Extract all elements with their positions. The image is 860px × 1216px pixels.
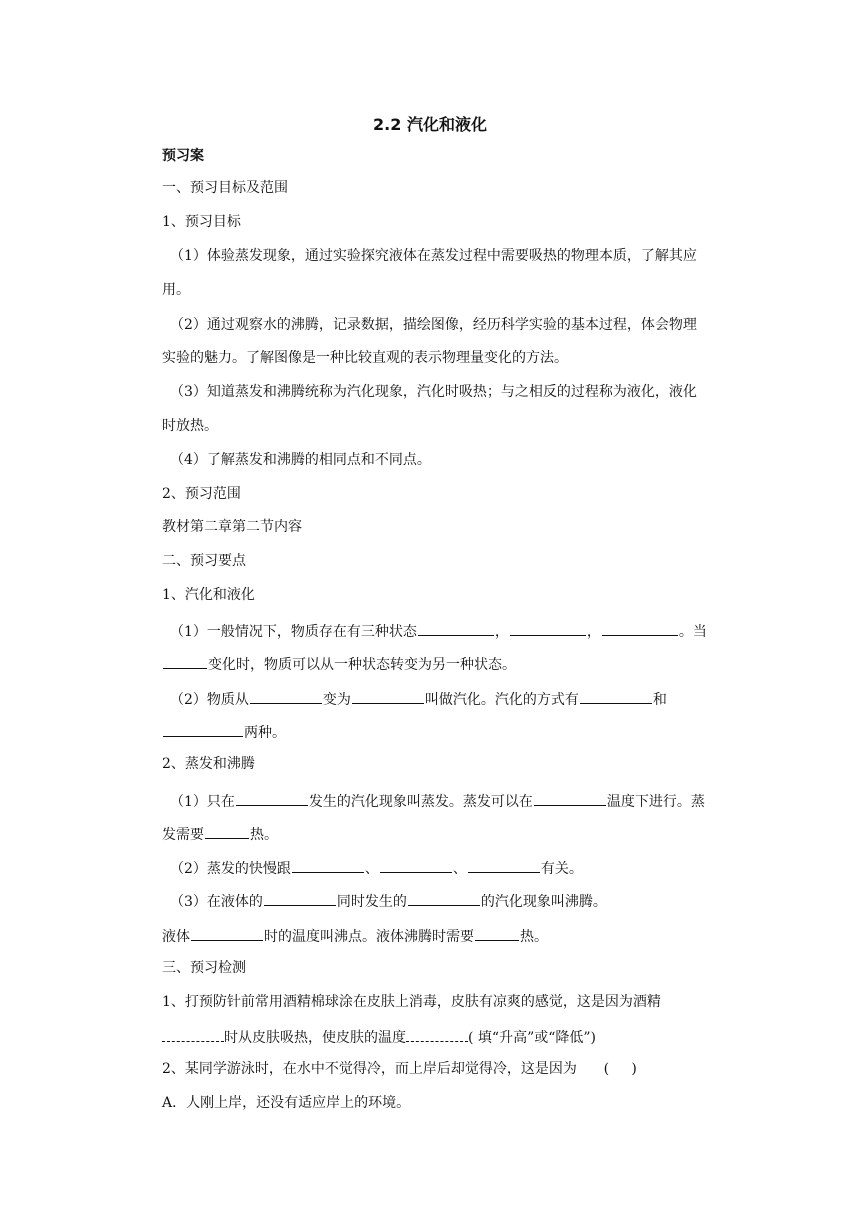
blank-field[interactable] (580, 687, 652, 704)
part1-heading: 一、预习目标及范围 (162, 180, 288, 196)
blank-field[interactable] (418, 619, 494, 636)
range-heading: 2、预习范围 (162, 486, 241, 502)
blank-field[interactable] (510, 619, 586, 636)
text: 同时发生的 (336, 894, 407, 910)
test-question1-line1: 1、打预防针前常用酒精棉球涂在皮肤上消毒，皮肤有凉爽的感觉，这是因为酒精 (162, 994, 661, 1010)
blank-field[interactable] (534, 789, 606, 806)
blank-field[interactable] (408, 889, 480, 906)
text: （2）蒸发的快慢跟 (170, 861, 291, 877)
part3-heading: 三、预习检测 (162, 960, 246, 976)
blank-field[interactable] (602, 619, 678, 636)
text: ( 填“升高”或“降低”) (468, 1030, 597, 1046)
text: 叫做汽化。汽化的方式有 (424, 692, 579, 708)
blank-field[interactable] (352, 687, 424, 704)
question-vaporization-line2 (162, 720, 286, 743)
text: 温度下进行。蒸 (606, 794, 705, 810)
blank-field[interactable] (205, 822, 249, 839)
goal3-line2: 时放热。 (162, 418, 218, 434)
text: 变为 (322, 692, 351, 708)
blank-field[interactable] (264, 889, 336, 906)
text: 时从皮肤吸热，使皮肤的温度 (224, 1030, 406, 1046)
blank-field[interactable] (475, 924, 519, 941)
section-label: 预习案 (162, 148, 204, 164)
question-vaporization-line1 (170, 687, 667, 710)
text: 的汽化现象叫沸腾。 (480, 894, 607, 910)
text: （3）在液体的 (170, 894, 263, 910)
text: 。当 (678, 624, 707, 640)
part2-heading: 二、预习要点 (162, 553, 246, 569)
blank-field[interactable] (163, 720, 243, 737)
blank-field[interactable] (236, 789, 308, 806)
text: 发生的汽化现象叫蒸发。蒸发可以在 (308, 794, 533, 810)
goal4-line: （4）了解蒸发和沸腾的相同点和不同点。 (170, 452, 431, 468)
goal3-line1: （3）知道蒸发和沸腾统称为汽化现象，汽化时吸热；与之相反的过程称为液化，液化 (170, 384, 697, 400)
blank-field[interactable] (292, 856, 364, 873)
text: 发需要 (162, 827, 204, 843)
text: 变化时，物质可以从一种状态转变为另一种状态。 (208, 657, 516, 673)
goal1-line2: 用。 (162, 282, 190, 298)
text: 、 (364, 861, 379, 877)
text: 和 (652, 692, 667, 708)
text: （2）物质从 (170, 692, 249, 708)
test-question1-line2 (162, 1025, 596, 1048)
blank-field[interactable] (163, 652, 207, 669)
text: 热。 (520, 929, 548, 945)
question-states-line2 (162, 652, 516, 675)
goal1-line1: （1）体验蒸发现象，通过实验探究液体在蒸发过程中需要吸热的物理本质，了解其应 (170, 248, 697, 264)
blank-field[interactable] (406, 1025, 468, 1042)
text: 液体 (162, 929, 190, 945)
question-boiling-point (162, 924, 548, 947)
goals-heading: 1、预习目标 (162, 214, 241, 230)
goal2-line2: 实验的魅力。了解图像是一种比较直观的表示物理量变化的方法。 (162, 350, 568, 366)
page-title: 2.2 汽化和液化 (373, 115, 487, 134)
blank-field[interactable] (162, 1025, 224, 1042)
question-states-line1 (170, 619, 707, 642)
range-text: 教材第二章第二节内容 (162, 519, 302, 535)
blank-field[interactable] (250, 687, 322, 704)
option-a: A．人刚上岸，还没有适应岸上的环境。 (162, 1095, 411, 1111)
blank-field[interactable] (468, 856, 540, 873)
text: 有关。 (540, 861, 583, 877)
subsection-vaporization: 1、汽化和液化 (162, 587, 255, 603)
text: ， (586, 624, 601, 640)
question-boiling (170, 889, 607, 912)
question-evaporation-line2 (162, 822, 278, 845)
text: （1）只在 (170, 794, 235, 810)
question-evaporation-line1 (170, 789, 705, 812)
blank-field[interactable] (191, 924, 263, 941)
question-evaporation-rate (170, 856, 583, 879)
text: （1）一般情况下，物质存在有三种状态 (170, 624, 417, 640)
goal2-line1: （2）通过观察水的沸腾，记录数据，描绘图像，经历科学实验的基本过程，体会物理 (170, 317, 697, 333)
subsection-evaporation-boiling: 2、蒸发和沸腾 (162, 756, 255, 772)
text: 时的温度叫沸点。液体沸腾时需要 (264, 929, 474, 945)
text: 两种。 (244, 725, 286, 741)
text: 热。 (250, 827, 278, 843)
text: 、 (452, 861, 467, 877)
blank-field[interactable] (380, 856, 452, 873)
test-question2: 2、某同学游泳时，在水中不觉得冷，而上岸后却觉得冷，这是因为 ( ) (162, 1061, 637, 1077)
text: ， (494, 624, 509, 640)
